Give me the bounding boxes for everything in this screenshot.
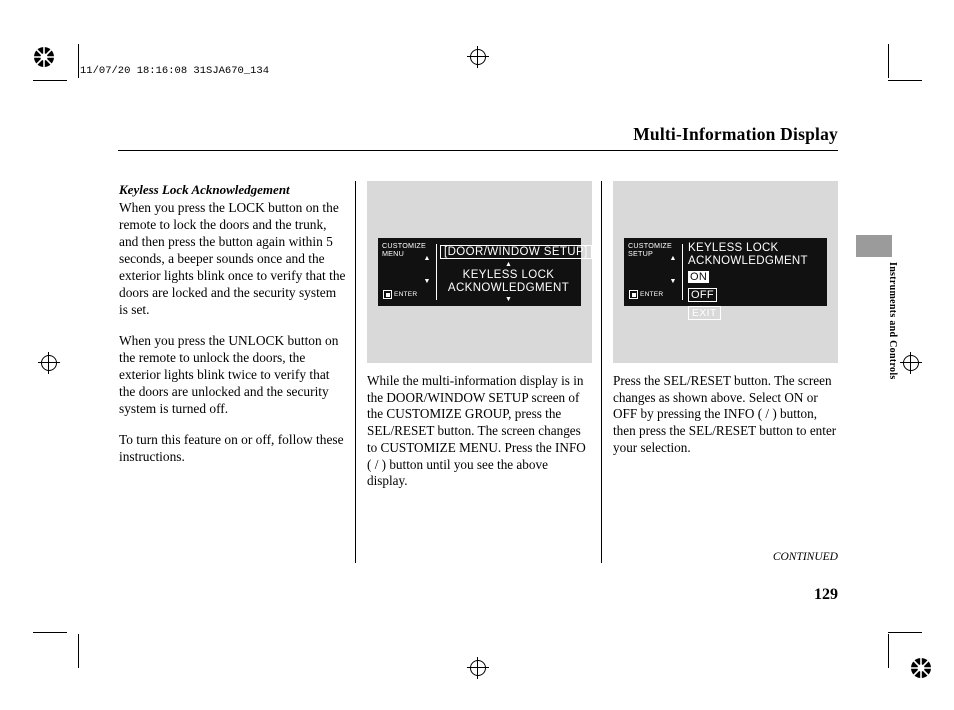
flower-mark-top-left [33, 46, 55, 68]
mid-group-line-1a: CUSTOMIZE [382, 241, 426, 250]
registration-mark-left [38, 352, 60, 374]
mid-title-line-2a: KEYLESS LOCK [688, 242, 779, 254]
figure-caption-1: While the multi-information display is in the DOOR/WINDOW SETUP screen of the CUSTOMIZE GROUP, press the SEL/RESET button. The screen changes to CUSTOMIZE MENU. Press the INFO ( / ) button until you see the above display. [367, 373, 586, 489]
crop-mark-tr-v [888, 44, 889, 78]
mid-screen-2 [624, 238, 827, 319]
mid-screen-1 [378, 238, 588, 306]
print-stamp: 11/07/20 18:16:08 31SJA670_134 [80, 65, 270, 77]
mid-vertical-divider-1 [436, 244, 437, 300]
crop-mark-br-v [888, 634, 889, 668]
registration-mark-top-center [467, 46, 489, 68]
mid-arrow-up-1: ▲ [423, 254, 431, 262]
mid-arrow-down-1: ▼ [423, 277, 431, 285]
registration-mark-bottom-center [467, 657, 489, 679]
subsection-heading: Keyless Lock Acknowledgement [119, 182, 290, 197]
crop-mark-tr-h [888, 80, 922, 81]
body-paragraph-3: To turn this feature on or off, follow these instructions. [119, 432, 344, 464]
mid-option-off: OFF [688, 288, 717, 302]
mid-triangle-up-1: ▲ [505, 261, 512, 268]
flower-mark-bottom-right [910, 657, 932, 679]
crop-mark-bl-h [33, 632, 67, 633]
mid-arrows-1 [422, 254, 432, 288]
column-divider-1 [355, 181, 356, 563]
mid-enter-label-1: ENTER [394, 291, 418, 298]
mid-enter-2 [629, 290, 663, 299]
mid-exit-button: EXIT [688, 306, 721, 320]
column-divider-2 [601, 181, 602, 563]
section-tab-marker [856, 235, 892, 257]
mid-arrows-2 [668, 254, 678, 288]
page-number: 129 [814, 586, 838, 603]
mid-option-on: ON [690, 271, 708, 283]
section-tab-label: Instruments and Controls [887, 262, 898, 380]
body-paragraph-1: When you press the LOCK button on the remote to lock the doors and the trunk, and then press the button again within 5 seconds, a beeper sounds once and the exterior lights blink once to verify that the doors are locked and the security system is set. [119, 200, 346, 317]
mid-content-2 [686, 242, 823, 319]
mid-header-1: [DOOR/WINDOW SETUP] [440, 245, 592, 259]
mid-group-line-2a: CUSTOMIZE [628, 241, 672, 250]
mid-item-line-1a: KEYLESS LOCK [462, 269, 555, 281]
mid-item-line-1b: ACKNOWLEDGMENT [447, 282, 570, 294]
mid-vertical-divider-2 [682, 244, 683, 300]
mid-content-1 [440, 242, 588, 303]
mid-group-line-2b: SETUP [628, 249, 653, 259]
enter-button-icon [383, 290, 392, 299]
mid-arrow-up-2: ▲ [669, 254, 677, 262]
enter-button-icon [629, 290, 638, 299]
mid-group-line-1b: MENU [382, 249, 404, 259]
crop-mark-tl-h [33, 80, 67, 81]
continued-label: CONTINUED [772, 551, 838, 563]
crop-mark-br-h [888, 632, 922, 633]
figure-caption-2: Press the SEL/RESET button. The screen changes as shown above. Select ON or OFF by pressing the INFO ( / ) button, then press the SEL/RESET button to enter your selection. [613, 373, 837, 455]
mid-title-line-2b: ACKNOWLEDGMENT [688, 254, 808, 267]
mid-enter-1 [383, 290, 417, 299]
registration-mark-right [900, 352, 922, 374]
mid-triangle-down-1: ▼ [505, 296, 512, 303]
page-title: Multi-Information Display [633, 124, 838, 144]
title-divider [118, 150, 838, 151]
mid-enter-label-2: ENTER [640, 291, 664, 298]
crop-mark-bl-v [78, 634, 79, 668]
mid-arrow-down-2: ▼ [669, 277, 677, 285]
body-text-column [119, 181, 347, 479]
body-paragraph-2: When you press the UNLOCK button on the remote to unlock the doors, the exterior lights blink twice to verify that the doors are unlocked and the security system is turned off. [119, 333, 339, 416]
crop-mark-tl-v [78, 44, 79, 78]
